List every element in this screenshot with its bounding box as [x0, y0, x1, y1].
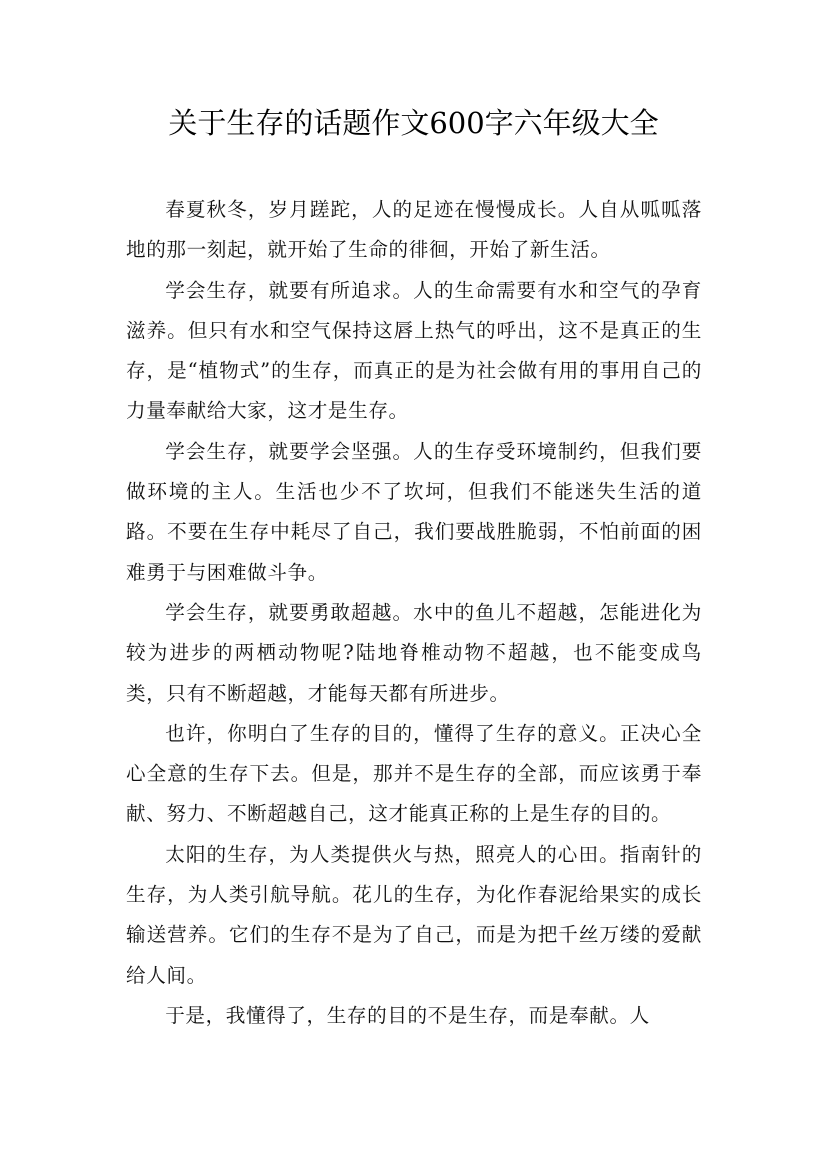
document-title: 关于生存的话题作文600字六年级大全: [168, 106, 659, 140]
paragraph: 学会生存，就要有所追求。人的生命需要有水和空气的孕育滋养。但只有水和空气保持这唇上热气的呼出，这不是真正的生存，是“植物式”的生存，而真正的是为社会做有用的事用自己的力量奉献给大家，这才是生存。: [126, 278, 702, 423]
paragraph: 学会生存，就要勇敢超越。水中的鱼儿不超越，怎能进化为较为进步的两栖动物呢?陆地脊椎动物不超越，也不能变成鸟类，只有不断超越，才能每天都有所进步。: [126, 600, 702, 705]
paragraph: 太阳的生存，为人类提供火与热，照亮人的心田。指南针的生存，为人类引航导航。花儿的生存，为化作春泥给果实的成长输送营养。它们的生存不是为了自己，而是为把千丝万缕的爱献给人间。: [126, 842, 702, 987]
paragraph: 春夏秋冬，岁月蹉跎，人的足迹在慢慢成长。人自从呱呱落地的那一刻起，就开始了生命的徘徊，开始了新生活。: [126, 198, 702, 262]
document-body: [126, 190, 702, 1036]
paragraph: 于是，我懂得了，生存的目的不是生存，而是奉献。人: [165, 1003, 650, 1027]
paragraph: 学会生存，就要学会坚强。人的生存受环境制约，但我们要做环境的主人。生活也少不了坎坷，但我们不能迷失生活的道路。不要在生存中耗尽了自己，我们要战胜脆弱，不怕前面的困难勇于与困难做斗争。: [126, 439, 702, 584]
paragraph: 也许，你明白了生存的目的，懂得了生存的意义。正决心全心全意的生存下去。但是，那并不是生存的全部，而应该勇于奉献、努力、不断超越自己，这才能真正称的上是生存的目的。: [126, 721, 702, 826]
